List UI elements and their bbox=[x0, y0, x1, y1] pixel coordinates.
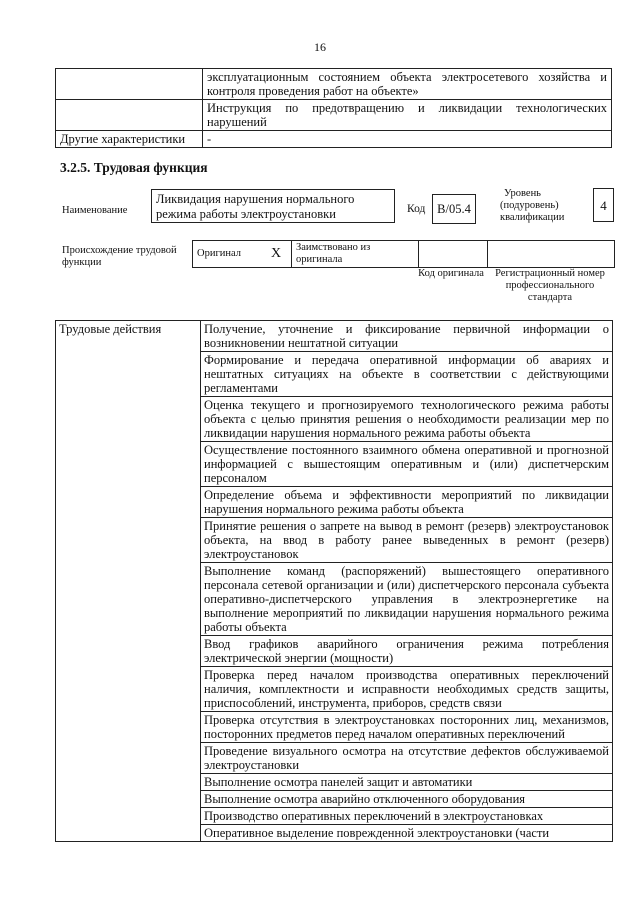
labor-action-item: Оперативное выделение поврежденной электроустановки (части bbox=[201, 825, 613, 842]
table-row bbox=[56, 131, 612, 148]
labor-action-item: Проверка отсутствия в электроустановках посторонних лиц, механизмов, посторонних предметов перед началом оперативных переключений bbox=[201, 712, 613, 743]
labor-action-item: Проверка перед началом производства оперативных переключений наличия, комплектности и исправности необходимых средств защиты, приспособлений, инструмента, приборов, средств связи bbox=[201, 667, 613, 712]
reg-caption: Регистрационный номер профессионального стандарта bbox=[495, 268, 605, 303]
origin-table bbox=[192, 240, 615, 268]
borrowed-label: Заимствовано из оригинала bbox=[292, 241, 419, 268]
row-label: Другие характеристики bbox=[56, 131, 203, 148]
labor-action-item: Определение объема и эффективности мероприятий по ликвидации нарушения нормального режима работы объекта bbox=[201, 487, 613, 518]
labor-actions-label: Трудовые действия bbox=[56, 321, 201, 842]
origin-label: Происхождение трудовой функции bbox=[62, 245, 177, 268]
labor-action-item: Осуществление постоянного взаимного обмена оперативной и прогнозной информацией с вышестоящим оперативным и (или) диспетчерским персоналом bbox=[201, 442, 613, 487]
labor-actions-table bbox=[55, 320, 613, 842]
reg-number-cell bbox=[488, 241, 615, 268]
table-row bbox=[56, 321, 613, 352]
table-row bbox=[56, 69, 612, 100]
row-label bbox=[56, 69, 203, 100]
row-text: эксплуатационным состоянием объекта электросетевого хозяйства и контроля проведения работ на объекте» bbox=[203, 69, 612, 100]
labor-action-item: Формирование и передача оперативной информации об авариях и нештатных ситуациях на объекте в соответствии с действующими регламентами bbox=[201, 352, 613, 397]
name-label: Наименование bbox=[62, 205, 128, 216]
code-caption: Код оригинала bbox=[418, 268, 484, 279]
code-value: B/05.4 bbox=[432, 194, 476, 224]
original-code-cell bbox=[419, 241, 488, 268]
table-row bbox=[56, 100, 612, 131]
characteristics-table bbox=[55, 68, 612, 148]
labor-action-item: Выполнение осмотра аварийно отключенного оборудования bbox=[201, 791, 613, 808]
labor-action-item: Проведение визуального осмотра на отсутствие дефектов обслуживаемой электроустановки bbox=[201, 743, 613, 774]
name-value: Ликвидация нарушения нормального режима работы электроустановки bbox=[151, 189, 395, 223]
labor-action-item: Выполнение осмотра панелей защит и автоматики bbox=[201, 774, 613, 791]
level-label: Уровень (подуровень) квалификации bbox=[500, 188, 565, 223]
row-text: Инструкция по предотвращению и ликвидации технологических нарушений bbox=[203, 100, 612, 131]
labor-action-item: Оценка текущего и прогнозируемого технологического режима работы объекта с целью принятия решения о необходимости реализации мер по ликвидации нарушения нормального режима работы объекта bbox=[201, 397, 613, 442]
labor-action-item: Принятие решения о запрете на вывод в ремонт (резерв) электроустановок объекта, на ввод в работу ранее выведенных в ремонт (резерв) электроустановок bbox=[201, 518, 613, 563]
row-label bbox=[56, 100, 203, 131]
row-text: - bbox=[203, 131, 612, 148]
level-value: 4 bbox=[593, 188, 614, 222]
page-number: 16 bbox=[314, 40, 326, 54]
code-label: Код bbox=[407, 203, 426, 215]
section-title: 3.2.5. Трудовая функция bbox=[60, 160, 208, 175]
original-mark: X bbox=[261, 241, 292, 268]
labor-action-item: Производство оперативных переключений в электроустановках bbox=[201, 808, 613, 825]
table-row bbox=[193, 241, 615, 268]
labor-action-item: Получение, уточнение и фиксирование первичной информации о возникновении нештатной ситуации bbox=[201, 321, 613, 352]
labor-action-item: Выполнение команд (распоряжений) вышестоящего оперативного персонала сетевой организации и (или) диспетчерского персонала субъекта оперативно-диспетчерского управления в электроэнергетике на выполнение мероприятий по ликвидации нарушения нормального режима работы объекта bbox=[201, 563, 613, 636]
labor-action-item: Ввод графиков аварийного ограничения режима потребления электрической энергии (мощности) bbox=[201, 636, 613, 667]
original-label: Оригинал bbox=[193, 241, 262, 268]
